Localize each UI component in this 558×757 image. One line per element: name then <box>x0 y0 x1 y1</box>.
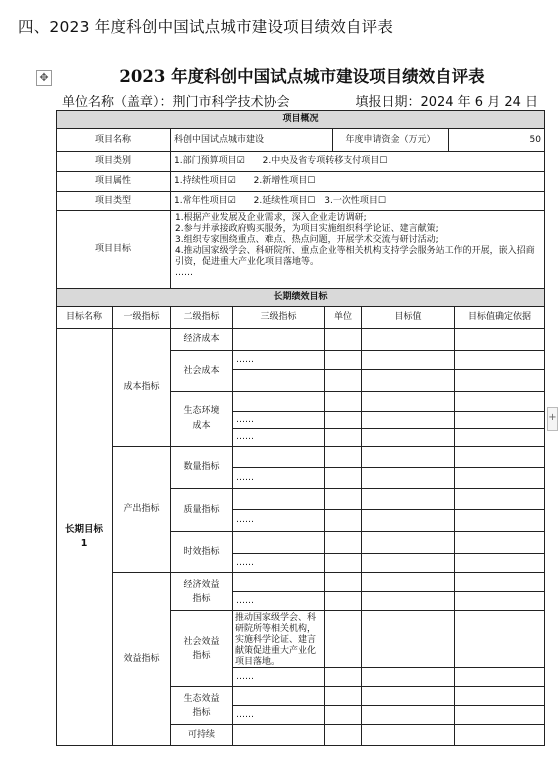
rule-v <box>454 306 455 746</box>
level2-quantity: 数量指标 <box>183 462 220 472</box>
goal-item: 1.根据产业发展及企业需求，深入企业走访调研; <box>175 213 367 223</box>
border-bottom <box>56 745 545 746</box>
level3-ellipsis: …… <box>236 515 254 525</box>
level2-social-benefit-line2: 指标 <box>192 650 211 661</box>
type-value: 1.常年性项目☑ 2.延续性项目☐ 3.一次性项目☐ <box>174 195 386 206</box>
col-level2: 二级指标 <box>183 312 220 322</box>
goal-item: 2.参与并承接政府购买服务，为项目实施组织科学论证、建言献策; <box>175 224 439 234</box>
unit-name: 单位名称（盖章）：荆门市科学技术协会 <box>62 95 290 110</box>
level2-quality: 质量指标 <box>183 504 220 515</box>
level2-econ-benefit <box>171 573 232 610</box>
funding-value: 50 <box>529 134 541 145</box>
level1-effect: 效益指标 <box>123 653 160 664</box>
level2-eco-benefit <box>171 687 232 724</box>
goal-list <box>171 211 544 288</box>
level2-eco-benefit-line2: 指标 <box>192 707 211 718</box>
goal-item: 3.组织专家围绕重点、难点、热点问题，开展学术交流与研讨活动; <box>175 235 439 245</box>
level3-ellipsis: …… <box>236 472 254 483</box>
level1-cost: 成本指标 <box>123 382 160 392</box>
attribute-value: 1.持续性项目☑ 2.新增性项目☐ <box>174 176 316 186</box>
rule-v <box>361 306 362 746</box>
funding-label: 年度申请资金（万元） <box>345 134 436 145</box>
level2-social-cost: 社会成本 <box>183 365 220 376</box>
level2-social-benefit-line1: 社会效益 <box>183 636 220 647</box>
level2-eco-benefit-line1: 生态效益 <box>183 693 220 704</box>
fill-date: 填报日期：2024 年 6 月 24 日 <box>355 95 538 110</box>
project-name-value: 科创中国试点城市建设 <box>174 134 265 145</box>
level3-ellipsis: …… <box>236 671 254 682</box>
level1-output: 产出指标 <box>123 504 160 514</box>
level2-timeliness: 时效指标 <box>183 546 220 557</box>
social-benefit-text: 推动国家级学会、科研院所等相关机构，实施科学论证、建言献策促进重大产业化项目落地。 <box>235 613 317 667</box>
col-basis: 目标值确定依据 <box>467 312 531 322</box>
col-target: 目标值 <box>394 312 422 322</box>
goal-label: 项目目标 <box>94 244 131 254</box>
level3-ellipsis: …… <box>236 432 254 442</box>
section-heading: 四、2023 年度科创中国试点城市建设项目绩效自评表 <box>18 18 394 36</box>
level2-econ-benefit-line2: 指标 <box>192 593 211 604</box>
level3-ellipsis: …… <box>236 414 254 425</box>
level2-econ-benefit-line1: 经济效益 <box>183 579 220 590</box>
unit-info-line <box>56 89 544 109</box>
level3-ellipsis: …… <box>236 595 254 606</box>
level2-social-benefit <box>171 611 232 686</box>
overview-section-title: 项目概况 <box>282 113 319 124</box>
level3-ellipsis: …… <box>236 709 254 720</box>
level2-econ-cost: 经济成本 <box>183 334 220 344</box>
rule-v <box>324 306 325 746</box>
performance-section-title: 长期绩效目标 <box>273 291 328 302</box>
goal-name: 长期目标 <box>64 524 103 535</box>
goal-number: 1 <box>80 538 88 549</box>
goal-item: …… <box>175 268 193 278</box>
goal-item: 4.推动国家级学会、科研院所、重点企业等相关机构支持学会服务站工作的开展，嵌入招商引资，促进重大产业化项目落地等。 <box>175 246 535 267</box>
project-name-label: 项目名称 <box>94 134 131 145</box>
category-label: 项目类别 <box>94 156 131 166</box>
col-level3: 三级指标 <box>260 312 297 322</box>
rule-v <box>232 306 233 746</box>
level2-eco-cost-line2: 成本 <box>192 421 211 431</box>
category-value: 1.部门预算项目☑ 2.中央及省专项转移支付项目☐ <box>174 156 388 166</box>
evaluation-table <box>56 110 545 746</box>
attribute-label: 项目属性 <box>94 176 131 186</box>
rule-h <box>232 369 545 370</box>
col-level1: 一级指标 <box>123 312 160 322</box>
type-label: 项目类型 <box>94 195 131 206</box>
level2-sustain: 可持续 <box>187 729 215 740</box>
goal-name-cell <box>56 329 112 745</box>
level2-eco-cost <box>171 392 232 446</box>
col-unit: 单位 <box>333 312 352 322</box>
expand-panel-icon[interactable]: + <box>547 407 558 431</box>
level3-ellipsis: …… <box>236 557 254 568</box>
col-goal-name: 目标名称 <box>65 312 102 322</box>
level3-ellipsis: …… <box>236 354 254 365</box>
table-move-handle-icon[interactable]: ✥ <box>36 70 52 86</box>
level2-eco-cost-line1: 生态环境 <box>183 406 220 416</box>
document-title: 2023 年度科创中国试点城市建设项目绩效自评表 <box>119 67 485 86</box>
